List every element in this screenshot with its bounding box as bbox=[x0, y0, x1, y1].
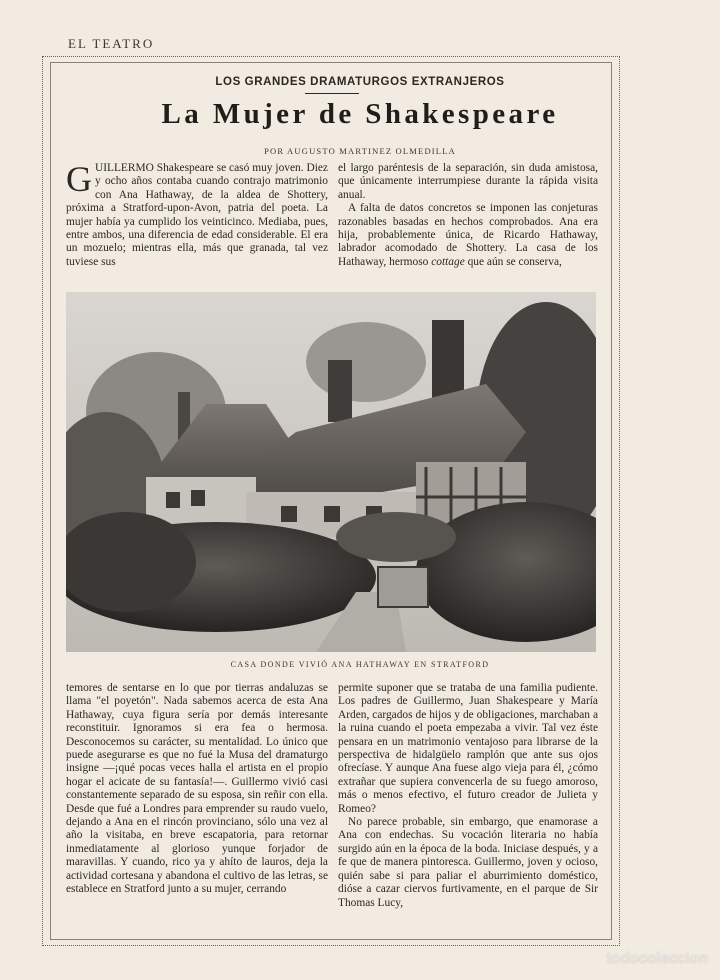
thatched-cottage-image bbox=[66, 292, 596, 652]
watermark-logo: todocoleccion bbox=[606, 950, 708, 967]
running-head: EL TEATRO bbox=[68, 36, 155, 51]
column-top-right bbox=[338, 162, 598, 284]
conjectures-text: A falta de datos concretos se imponen las conjeturas razonables basadas en hechos comprobados. Ana era hija, probablemente única, de Ricardo Hathaway, labrador acomodado de Shottery. La casa de los Hathaway, hermoso bbox=[338, 202, 598, 268]
paragraph-vocation: No parece probable, sin embargo, que enamorase a Ana con endechas. Su vocación literaria no había surgido aún en la época de la boda. Iniciase después, y a fe que de manera pintoresca. Guillermo, joven y ocioso, quién sabe si para paliar el aburrimiento doméstico, dióse a cazar ciervos furtivamente, en el parque de Sir Thomas Lucy, bbox=[338, 816, 598, 909]
cottage-word: cottage bbox=[431, 255, 465, 268]
article-title: La Mujer de Shakespeare bbox=[161, 98, 559, 130]
paragraph-conjectures bbox=[338, 202, 598, 269]
column-top-left bbox=[66, 162, 328, 282]
paragraph-poyeton: temores de sentarse en lo que por tierras andaluzas se llama "el poyetón". Nada sabemos acerca de esta Ana Hathaway, cuya figura sería por demás interesante reconstituir. Ignoramos si era fea o hermosa. Desconocemos su carácter, su mentalidad. Lo único que puede asegurarse es que no fué la Musa del dramaturgo insigne —¡qué pocas veces halla el artista en el propio hogar el acicate de su fantasía!—. Guillermo vivió casi constantemente separado de su esposa, sin reñir con ella. Desde que fué a Londres para emprender su raudo vuelo, dejando a Ana en el rincón provinciano, sólo una vez al año la visitaba, en breve escapatoria, para retornar inmediatamente al glorioso yunque forjador de maravillas. Y cuando, rico ya y ahíto de lauros, deja la actividad cortesana y abandona el cultivo de las letras, se establece en Stratford junto a su mujer, cerrando bbox=[66, 682, 328, 896]
column-bottom-left bbox=[66, 682, 328, 940]
photo-caption: CASA DONDE VIVIÓ ANA HATHAWAY EN STRATFORD bbox=[230, 660, 490, 669]
paragraph-opening bbox=[66, 162, 328, 269]
section-supertitle: LOS GRANDES DRAMATURGOS EXTRANJEROS bbox=[215, 76, 505, 88]
conjectures-end: que aún se conserva, bbox=[467, 255, 562, 268]
paragraph-separation: el largo paréntesis de la separación, sin duda amistosa, que únicamente interrumpiese durante la rápida visita anual. bbox=[338, 162, 598, 201]
paragraph-family: permite suponer que se trataba de una familia pudiente. Los padres de Guillermo, Juan Shakespeare y María Arden, cargados de hijos y de obligaciones, marchaban a la ruina cuando el poeta empezaba a vivir. Tal vez éste pensara en un matrimonio ventajoso para librarse de la perspectiva de hidalgüelo ramplón que ante sus ojos ofrecíase. Y aunque Ana fuese algo vieja para él, ¿cómo extrañar que supiera convencerla de su fuego amoroso, más o menos efectivo, el futuro creador de Julieta y Romeo? bbox=[338, 682, 598, 815]
column-bottom-right bbox=[338, 682, 598, 940]
cottage-photo bbox=[66, 292, 596, 652]
article-byline: POR AUGUSTO MARTINEZ OLMEDILLA bbox=[264, 146, 456, 156]
title-rule bbox=[305, 93, 359, 94]
drop-cap: G bbox=[66, 162, 92, 199]
opening-text: UILLERMO Shakespeare se casó muy joven. Diez y ocho años contaba cuando contrajo matrimonio con Ana Hathaway, de la aldea de Shottery, próxima a Stratford-upon-Avon, patria del poeta. La mujer había ya cumplido los veinticinco. Mediaba, pues, entre ambos, una diferencia de edad considerable. El era un mozuelo; mientras ella, más que granada, tal vez tuviese sus bbox=[66, 162, 328, 268]
